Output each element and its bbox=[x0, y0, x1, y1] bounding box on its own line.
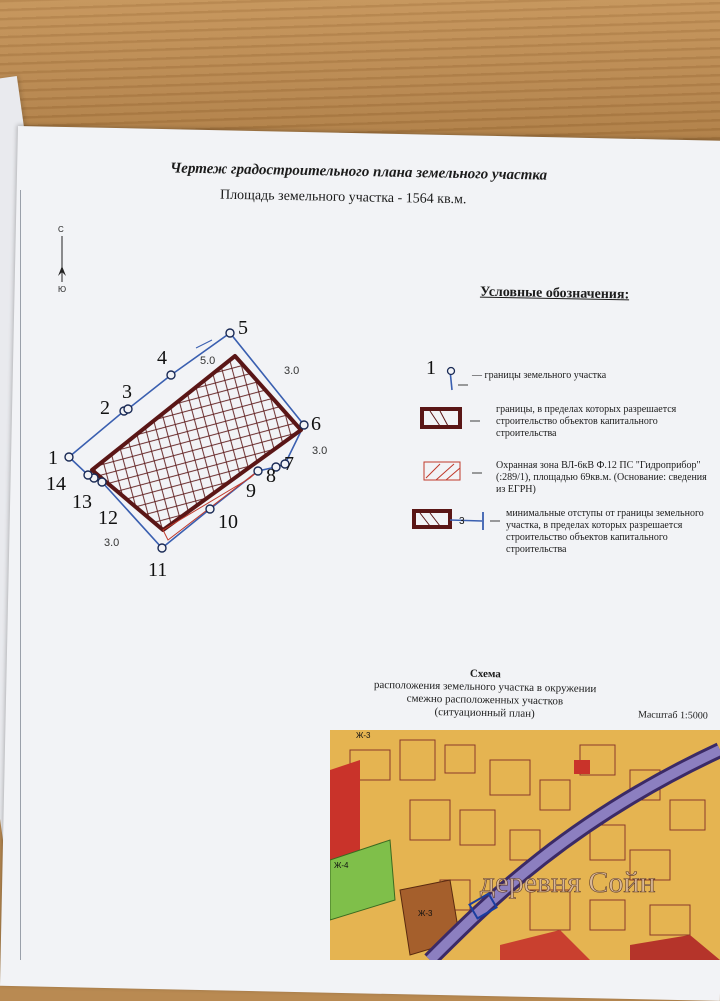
point-label: 1 bbox=[48, 447, 58, 469]
point-label: 12 bbox=[98, 507, 118, 529]
protection-zone-legend-icon bbox=[424, 462, 460, 480]
point-label: 8 bbox=[266, 465, 276, 487]
point-label: 4 bbox=[157, 347, 167, 369]
legend-marker: 1 bbox=[426, 357, 436, 379]
zone-label: Ж-4 bbox=[334, 861, 349, 870]
legend-symbols bbox=[414, 357, 500, 530]
plot-area-text: Площадь земельного участка - 1564 кв.м. bbox=[219, 187, 467, 208]
setback-label: 3.0 bbox=[312, 445, 328, 457]
legend-item-plot-boundary: — границы земельного участка bbox=[472, 370, 607, 381]
setback-label: 3.0 bbox=[284, 365, 300, 377]
point-label: 13 bbox=[72, 491, 92, 513]
scheme-scale: Масштаб 1:5000 bbox=[637, 709, 708, 722]
situation-map bbox=[330, 730, 720, 960]
point-label: 9 bbox=[246, 480, 256, 502]
legend-heading: Условные обозначения: bbox=[479, 284, 630, 303]
point-label: 11 bbox=[148, 559, 168, 581]
compass-icon bbox=[58, 225, 66, 294]
setback-label: 5.0 bbox=[200, 355, 216, 367]
point-label: 7 bbox=[284, 453, 294, 475]
buildable-legend-icon bbox=[422, 409, 460, 427]
point-label: 10 bbox=[218, 511, 238, 533]
legend-marker: 3 bbox=[459, 516, 465, 527]
point-label: 6 bbox=[311, 413, 321, 435]
scheme-title: Схема bbox=[469, 667, 501, 681]
point-label: 3 bbox=[122, 381, 132, 403]
document-title: Чертеж градостроительного плана земельного участка bbox=[169, 160, 548, 184]
point-label: 2 bbox=[100, 397, 110, 419]
legend-item-setbacks: минимальные отступы от границы земельного участка, в пределах которых разрешается строительство объектов капитального строительства bbox=[506, 508, 704, 555]
scheme-caption bbox=[360, 666, 611, 723]
zone-label: Ж-3 bbox=[418, 909, 433, 918]
compass-south: Ю bbox=[58, 285, 67, 294]
situation-map-drawing bbox=[330, 730, 720, 960]
compass-north: С bbox=[58, 225, 64, 234]
point-label: 5 bbox=[238, 317, 248, 339]
setback-legend-icon bbox=[414, 511, 450, 527]
scheme-line: (ситуационный план) bbox=[434, 706, 535, 720]
legend-item-protection-zone: Охранная зона ВЛ-6кВ Ф.12 ПС "Гидроприбор" (:289/1), площадью 69кв.м. (Основание: сведения из ЕГРН) bbox=[496, 460, 707, 495]
land-plot-drawing bbox=[46, 317, 327, 581]
scheme-line: смежно расположенных участков bbox=[406, 692, 564, 708]
zone-label: Ж-3 bbox=[356, 731, 371, 740]
point-label: 14 bbox=[46, 473, 66, 495]
legend-item-buildable: границы, в пределах которых разрешается строительство объектов капитального строительства bbox=[496, 404, 677, 439]
village-label: деревня Сойн bbox=[480, 866, 656, 899]
setback-label: 3.0 bbox=[104, 537, 120, 549]
scheme-line: расположения земельного участка в окружении bbox=[373, 678, 597, 696]
